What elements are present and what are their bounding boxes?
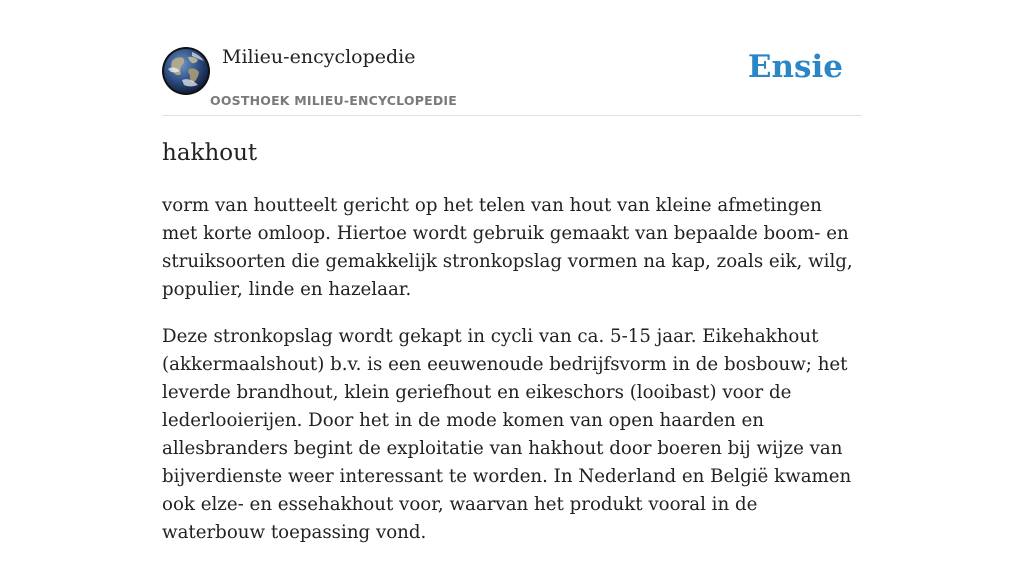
article-title: hakhout xyxy=(162,140,258,166)
paragraph: Deze stronkopslag wordt gekapt in cycli van ca. 5-15 jaar. Eikehakhout (akkermaalshout) b.v. is een eeuwenoude bedrijfsvorm in de bosbouw; het leverde brandhout, klein geriefhout en eikeschors (looibast) voor de lederlooierijen. Door het in de mode komen van open haarden en allesbranders begint de exploitatie van hakhout door boeren bij wijze van bijverdienste weer interessant te worden. In Nederland en België kwamen ook elze- en essehakhout voor, waarvan het produkt vooral in de waterbouw toepassing vond. xyxy=(162,326,852,543)
page-container xyxy=(162,0,862,543)
site-name[interactable]: Milieu-encyclopedie xyxy=(222,46,416,68)
site-subtitle[interactable]: OOSTHOEK MILIEU-ENCYCLOPEDIE xyxy=(210,93,457,108)
site-header xyxy=(162,0,862,116)
paragraph: vorm van houtteelt gericht op het telen van hout van kleine afmetingen met korte omloop. Hiertoe wordt gebruik gemaakt van bepaalde boom- en struiksoorten die gemakkelijk stronkopslag vormen na kap, zoals eik, wilg, populier, linde en hazelaar. xyxy=(162,195,853,300)
article-body xyxy=(162,192,862,566)
earth-globe-icon[interactable] xyxy=(162,47,210,95)
brand-logo-link[interactable]: Ensie xyxy=(747,49,843,85)
